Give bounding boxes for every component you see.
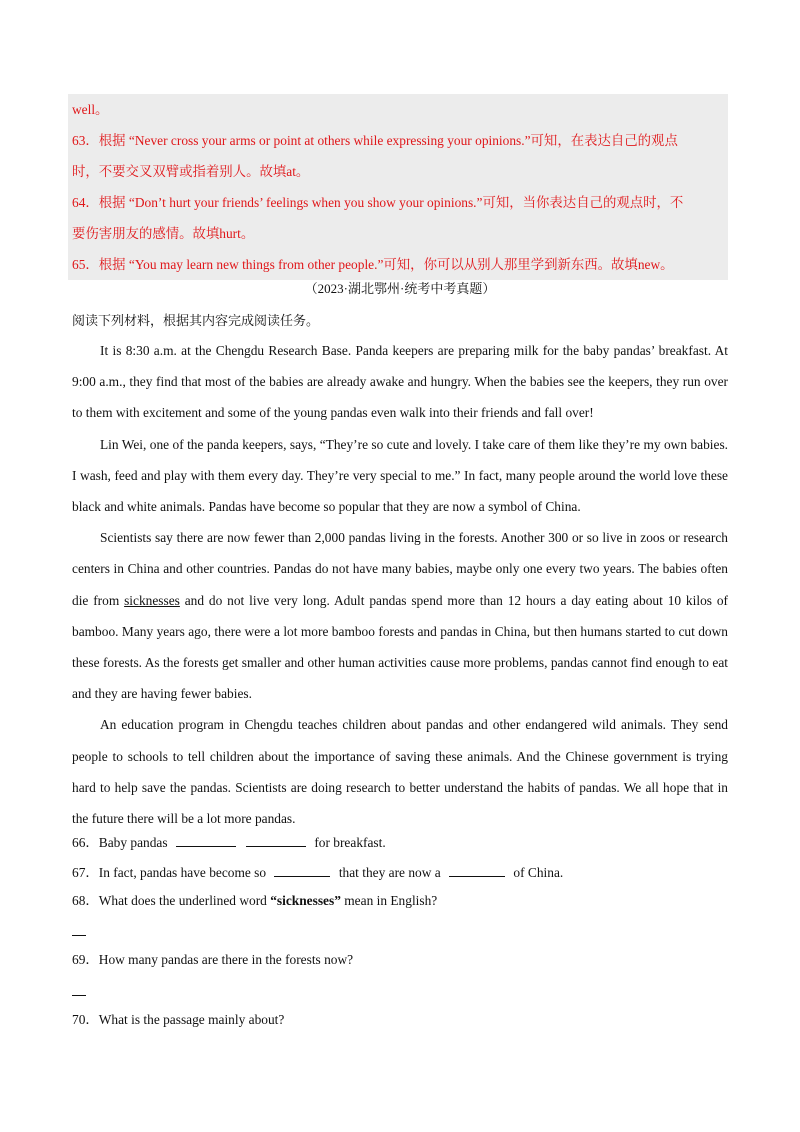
answer-line: 时，不要交叉双臂或指着别人。故填at。 xyxy=(72,164,310,179)
paragraph-2: Lin Wei, one of the panda keepers, says, “They’re so cute and lovely. I take care of them like they’re my own babies. I wash, feed and play with them every day. They’re very special to me.” In fact, many people around the world love these black and white animals. Pandas have become so popular that they are now a symbol of China. xyxy=(72,436,728,515)
question-67-text-end: of China. xyxy=(513,865,564,880)
question-66-text-end: for breakfast. xyxy=(314,835,386,850)
underlined-word: sicknesses xyxy=(124,592,180,608)
exam-source: （2023·湖北鄂州·统考中考真题） xyxy=(304,281,496,296)
instruction: 阅读下列材料，根据其内容完成阅读任务。 xyxy=(72,313,320,328)
paragraph-4: An education program in Chengdu teaches children about pandas and other endangered wild animals. They send people to schools to tell children about the importance of saving these animals. And the Chinese government is trying hard to help save the pandas. Scientists are doing research to better understand the habits of pandas. We all hope that in the future there will be a lot more pandas. xyxy=(72,717,728,827)
answer-63: 63．根据 “Never cross your arms or point at others while expressing your opinions.”可知，在表达自己的观点 xyxy=(72,133,678,148)
question-67-text: 67．In fact, pandas have become so xyxy=(72,865,267,880)
answer-explanations xyxy=(68,94,728,280)
paragraph-1: It is 8:30 a.m. at the Chengdu Research Base. Panda keepers are preparing milk for the baby pandas’ breakfast. At 9:00 a.m., they find that most of the babies are already awake and hungry. When the babies see the keepers, they run over to them with excitement and some of the young pandas even walk into their friends and fall over! xyxy=(72,343,728,421)
question-67 xyxy=(72,862,563,883)
question-70: 70．What is the passage mainly about? xyxy=(72,1012,285,1027)
answer-line: well。 xyxy=(72,102,109,117)
answer-blank[interactable] xyxy=(176,832,236,847)
paragraph-3-part-1: Scientists say there are now fewer than 2,000 pandas living in the forests. Another 300 or so live in zoos or research centers in China and other countries. Pandas do not have many babies, maybe only one every two years. The babies often die from xyxy=(72,530,728,608)
answer-blank[interactable] xyxy=(274,862,330,877)
answer-line-69[interactable] xyxy=(72,995,86,996)
question-68-text-end: mean in English? xyxy=(344,893,438,908)
answer-line: 要伤害朋友的感情。故填hurt。 xyxy=(72,226,255,241)
question-68 xyxy=(72,891,437,911)
paragraph-3 xyxy=(72,522,728,709)
answer-65: 65．根据 “You may learn new things from other people.”可知，你可以从别人那里学到新东西。故填new。 xyxy=(72,257,674,272)
question-67-text-mid: that they are now a xyxy=(338,865,441,880)
question-66 xyxy=(72,832,386,853)
question-66-text: 66．Baby pandas xyxy=(72,835,168,850)
reading-passage xyxy=(72,335,728,834)
answer-blank[interactable] xyxy=(449,862,505,877)
paragraph-3-part-2: and do not live very long. Adult pandas spend more than 12 hours a day eating about 10 kilos of bamboo. Many years ago, there were a lot more bamboo forests and pandas in China, but then humans started to cut down these forests. As the forests get smaller and other human activities cause more problems, pandas cannot find enough to eat and they are having fewer babies. xyxy=(72,592,728,702)
question-68-text: 68．What does the underlined word xyxy=(72,893,267,908)
question-69: 69．How many pandas are there in the forests now? xyxy=(72,952,354,967)
answer-blank[interactable] xyxy=(246,832,306,847)
question-68-keyword: “sicknesses” xyxy=(270,893,341,908)
answer-64: 64．根据 “Don’t hurt your friends’ feelings when you show your opinions.”可知，当你表达自己的观点时，不 xyxy=(72,195,684,210)
answer-line-68[interactable] xyxy=(72,935,86,936)
